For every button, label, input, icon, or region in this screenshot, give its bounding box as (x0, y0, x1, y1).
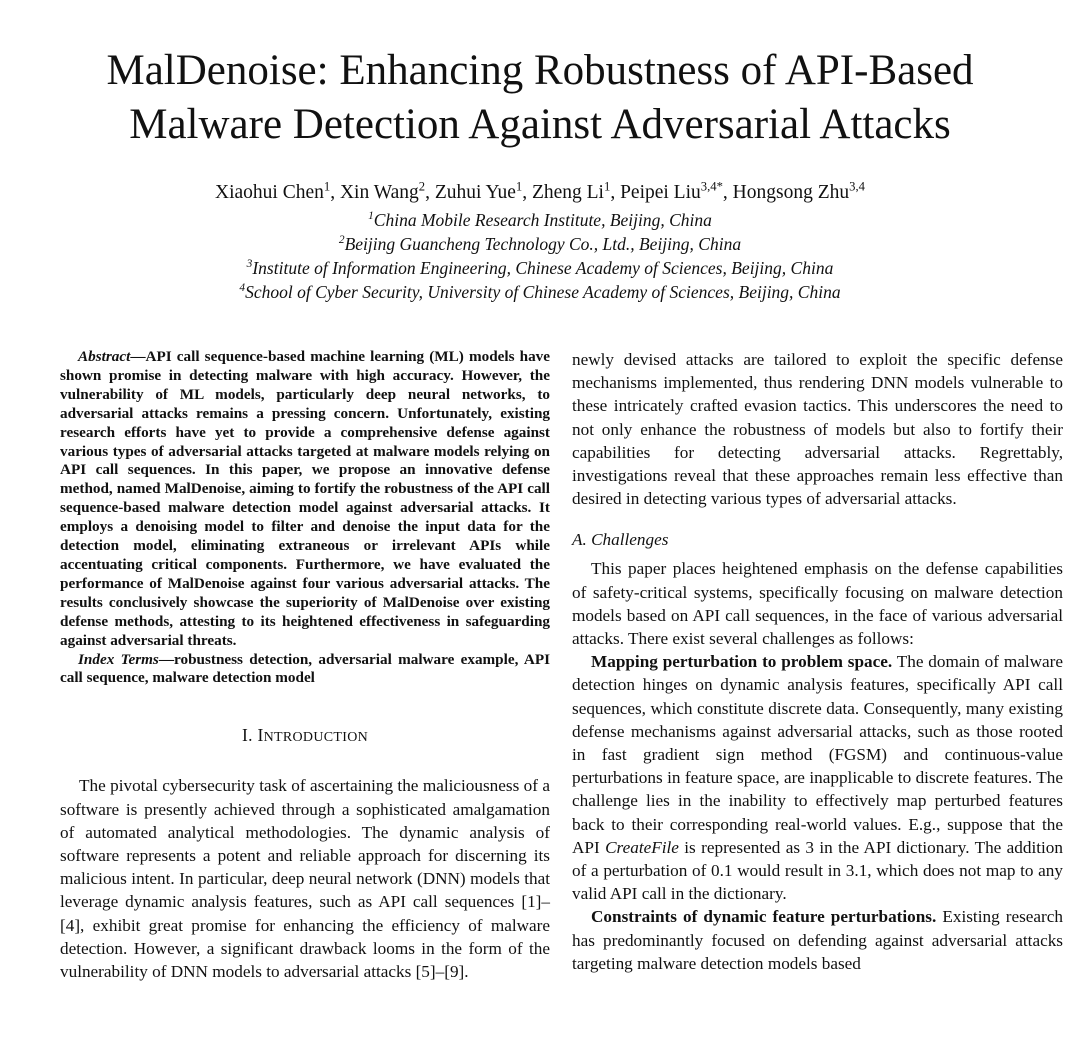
affiliation: $^2$Beijing Guancheng Technology Co., Ltd., Beijing, China (338, 234, 742, 254)
abstract-text: —API call sequence-based machine learning (ML) models have shown promise in detecting malware with high accuracy. However, the vulnerability of ML models, particularly deep neural networks, to adversarial attacks remains a pressing concern. Unfortunately, existing research efforts have yet to provide a comprehensive defense against various types of adversarial attacks targeted at malware models relying on API call sequences. In this paper, we propose an innovative defense method, named MalDenoise, aiming to fortify the robustness of the API call sequence-based malware detection model against adversarial attacks. It employs a denoising model to filter and denoise the input data for the detection model, eliminating extraneous or irrelevant APIs while accentuating critical components. Furthermore, we have evaluated the performance of MalDenoise against four various adversarial attacks. The results conclusively showcase the superiority of MalDenoise over existing defense methods, attesting to its heightened effectiveness in safeguarding against adversarial threats. (60, 348, 550, 649)
challenge-dynamic-constraints: Constraints of dynamic feature perturbations. Existing research has predominantly focused on defending against adversarial attacks targeting malware detection models based (572, 907, 1063, 973)
author: Zuhui Yue$^1$, (434, 179, 532, 203)
challenge-1-lead: Mapping perturbation to problem space. (591, 652, 893, 672)
index-terms-text: —robustness detection, adversarial malware example, API call sequence, malware detection model (60, 650, 551, 687)
paper-title (0, 44, 1080, 152)
affiliation: $^3$Institute of Information Engineering, Chinese Academy of Sciences, Beijing, China (246, 258, 834, 278)
affiliation-list (0, 208, 1080, 304)
affiliation: $^4$School of Cyber Security, University of Chinese Academy of Sciences, Beijing, China (239, 282, 841, 302)
author: Xiaohui Chen$^1$, (215, 179, 340, 203)
abstract (60, 348, 550, 651)
abstract-label: Abstract (78, 348, 131, 365)
index-terms (60, 651, 550, 689)
author-list (0, 181, 1080, 205)
api-name: CreateFile (605, 837, 679, 857)
intro-paragraph: The pivotal cybersecurity task of ascertaining the maliciousness of a software is presently achieved through a sophisticated amalgamation of automated analytical methodologies. The dynamic analysis of software represents a potent and reliable approach for discerning its malicious intent. In particular, deep neural network (DNN) models that leverage dynamic analysis features, such as API call sequences [1]–[4], exhibit great promise for enhancing the efficiency of malware detection. However, a significant drawback looms in the form of the vulnerability of DNN models to adversarial attacks [5]–[9]. (60, 776, 550, 981)
paragraph-continued: newly devised attacks are tailored to exploit the specific defense mechanisms implemented, thus rendering DNN models vulnerable to these intricately crafted evasion tactics. This underscores the need to not only enhance the robustness of models but also to fortify their capabilities for detecting adversarial attacks. Regrettably, investigations reveal that these approaches remain less effective than desired in detecting various types of adversarial attacks. (572, 350, 1063, 509)
index-terms-label: Index Terms (78, 650, 159, 668)
affiliation: $^1$China Mobile Research Institute, Beijing, China (368, 210, 712, 230)
author: Xin Wang$^2$, (339, 179, 435, 203)
left-column (60, 348, 550, 983)
author: Zheng Li$^1$, (531, 179, 621, 203)
challenge-mapping-perturbation: Mapping perturbation to problem space. The domain of malware detection hinges on dynamic analysis features, specifically API call sequences, which constitute discrete data. Consequently, many existing defense mechanisms against adversarial attacks, such as those rooted in fast gradient sign method (FGSM) and continuous-value perturbations in feature space, are inapplicable to discrete features. The challenge lies in the inability to effectively map perturbed features back to their corresponding real-world values. E.g., suppose that the API CreateFile is represented as 3 in the API dictionary. The addition of a perturbation of 0.1 would result in 3.1, which does not map to any valid API call in the dictionary. (572, 652, 1063, 904)
challenges-intro: This paper places heightened emphasis on the defense capabilities of safety-critical systems, specifically focusing on malware detection models based on API call sequences, in the face of various adversarial attacks. There exist several challenges as follows: (572, 559, 1063, 649)
right-column (572, 348, 1063, 975)
title-line-1: MalDenoise: Enhancing Robustness of API-Based (106, 47, 974, 94)
title-line-2: Malware Detection Against Adversarial Attacks (129, 101, 951, 148)
author: Peipei Liu$^{3,4*}$, (620, 179, 733, 203)
author: Hongsong Zhu$^{3,4}$ (732, 179, 865, 203)
subsection-heading-challenges: A. Challenges (572, 530, 669, 550)
section-heading-introduction: I. INTRODUCTION (241, 725, 369, 746)
challenge-2-lead: Constraints of dynamic feature perturbations. (591, 907, 937, 927)
